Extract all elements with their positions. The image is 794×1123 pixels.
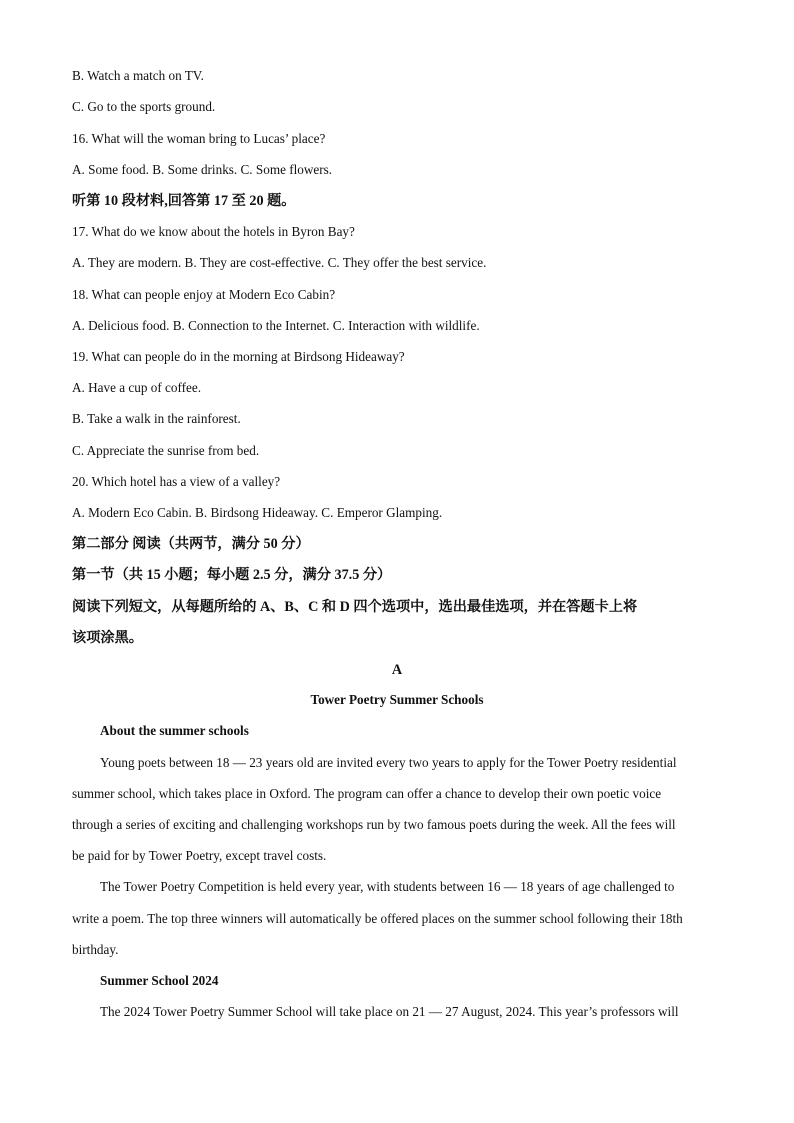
q20-options: A. Modern Eco Cabin. B. Birdsong Hideaway. C. Emperor Glamping.: [72, 505, 443, 520]
para1-line3: through a series of exciting and challenging workshops run by two famous poets during the week. All the fees will: [72, 817, 676, 832]
subheading-2024: Summer School 2024: [100, 973, 219, 988]
q19-question: 19. What can people do in the morning at Birdsong Hideaway?: [72, 349, 405, 364]
q18-question: 18. What can people enjoy at Modern Eco Cabin?: [72, 287, 336, 302]
q17-options: A. They are modern. B. They are cost-effective. C. They offer the best service.: [72, 255, 487, 270]
para1-line2: summer school, which takes place in Oxford. The program can offer a chance to develop their own poetic voice: [72, 786, 662, 801]
reading-instruction-line2: 该项涂黑。: [72, 630, 143, 646]
part-two-title: 第二部分 阅读（共两节，满分 50 分）: [72, 536, 310, 552]
q19-option-c: C. Appreciate the sunrise from bed.: [72, 443, 260, 458]
q15-option-c: C. Go to the sports ground.: [72, 99, 216, 114]
reading-instruction-line1: 阅读下列短文，从每题所给的 A、B、C 和 D 四个选项中，选出最佳选项，并在答题卡上将: [72, 599, 638, 615]
q16-question: 16. What will the woman bring to Lucas’ place?: [72, 131, 326, 146]
subheading-about: About the summer schools: [100, 723, 249, 738]
section-one-title: 第一节（共 15 小题；每小题 2.5 分，满分 37.5 分）: [72, 567, 392, 583]
q19-option-b: B. Take a walk in the rainforest.: [72, 411, 241, 426]
passage-title: Tower Poetry Summer Schools: [310, 692, 484, 707]
q15-option-b: B. Watch a match on TV.: [72, 68, 204, 83]
para2-line3: birthday.: [72, 942, 119, 957]
para2-line2: write a poem. The top three winners will automatically be offered places on the summer school following their 18th: [72, 911, 683, 926]
q16-options: A. Some food. B. Some drinks. C. Some flowers.: [72, 162, 333, 177]
para1-line1: Young poets between 18 — 23 years old are invited every two years to apply for the Tower Poetry residential: [100, 755, 677, 770]
q18-options: A. Delicious food. B. Connection to the Internet. C. Interaction with wildlife.: [72, 318, 480, 333]
para2-line1: The Tower Poetry Competition is held every year, with students between 16 — 18 years of age challenged to: [100, 879, 675, 894]
q17-question: 17. What do we know about the hotels in Byron Bay?: [72, 224, 355, 239]
para3-line1: The 2024 Tower Poetry Summer School will take place on 21 — 27 August, 2024. This year’s professors will: [100, 1004, 679, 1019]
para1-line4: be paid for by Tower Poetry, except travel costs.: [72, 848, 327, 863]
q20-question: 20. Which hotel has a view of a valley?: [72, 474, 281, 489]
passage-letter: A: [391, 662, 403, 678]
section10-instruction: 听第 10 段材料,回答第 17 至 20 题。: [72, 193, 296, 209]
q19-option-a: A. Have a cup of coffee.: [72, 380, 202, 395]
